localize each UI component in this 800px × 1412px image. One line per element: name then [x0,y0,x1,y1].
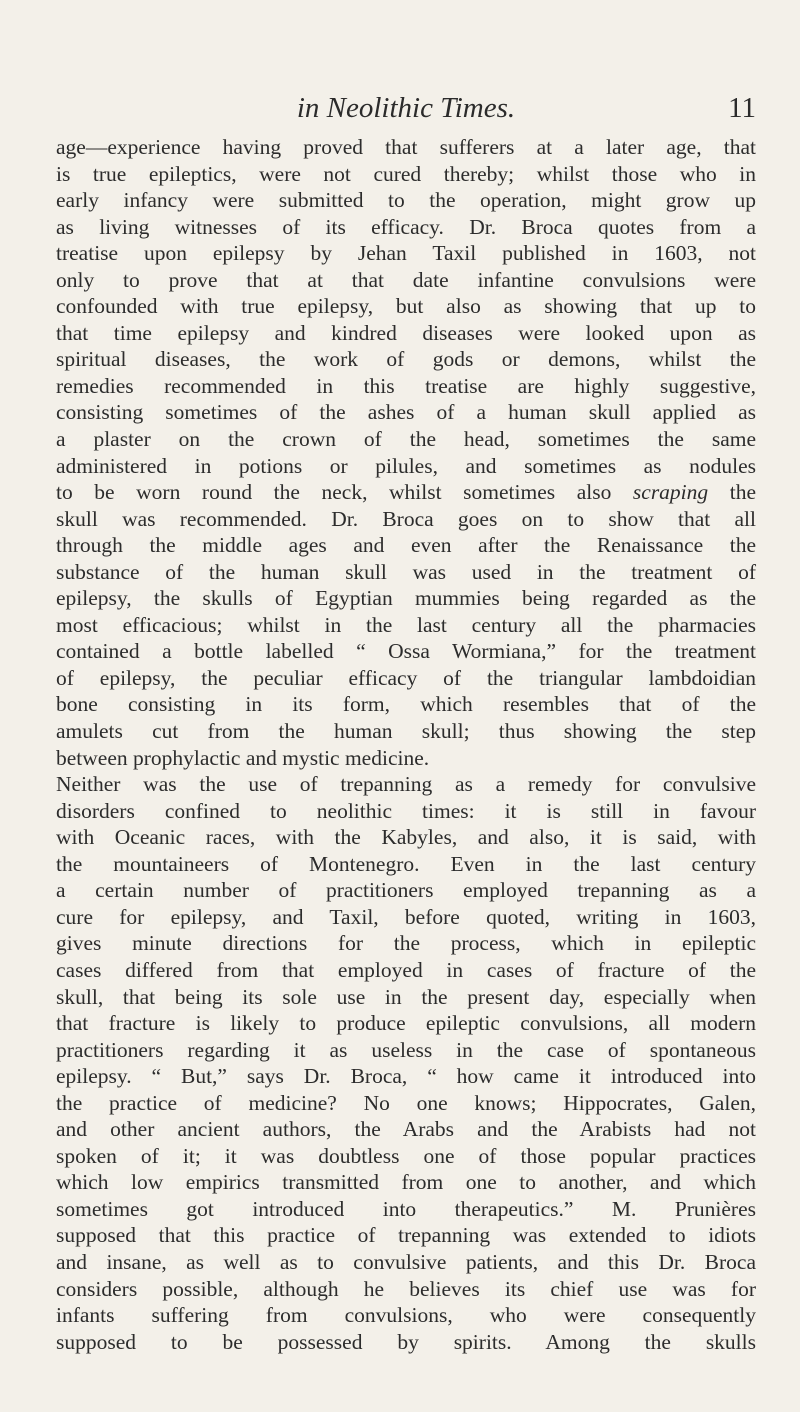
text-line: that fracture is likely to produce epileptic convulsions, all modern [56,1011,756,1036]
running-title: in Neolithic Times. [296,92,516,124]
text-line: cases differed from that employed in cases of fracture of the [56,957,756,982]
text-line: only to prove that at that date infantine convulsions were [56,267,756,292]
text-line: between prophylactic and mystic medicine. [56,745,430,770]
text-line: amulets cut from the human skull; thus showing the step [56,719,756,744]
text-line: supposed to be possessed by spirits. Among the skulls [56,1329,756,1354]
text-line: supposed that this practice of trepanning was extended to idiots [56,1223,756,1248]
text-line: substance of the human skull was used in the treatment of [56,559,756,584]
text-line: epilepsy. “ But,” says Dr. Broca, “ how came it introduced into [56,1064,756,1089]
text-line-end: the [708,480,756,505]
text-line: gives minute directions for the process, which in epileptic [56,931,756,956]
text-line-with-emphasis [56,479,756,506]
text-line: spoken of it; it was doubtless one of those popular practices [56,1143,756,1168]
text-line: a plaster on the crown of the head, sometimes the same [56,427,756,452]
running-head [56,88,756,128]
text-line: most efficacious; whilst in the last century all the pharmacies [56,612,756,637]
text-line: contained a bottle labelled “ Ossa Wormiana,” for the treatment [56,639,756,664]
text-line: administered in potions or pilules, and sometimes as nodules [56,453,756,478]
text-line: early infancy were submitted to the operation, might grow up [56,188,756,213]
text-line: remedies recommended in this treatise are highly suggestive, [56,373,756,398]
text-line: bone consisting in its form, which resembles that of the [56,692,756,717]
text-line: Neither was the use of trepanning as a remedy for convulsive [56,772,756,797]
text-line: considers possible, although he believes its chief use was for [56,1276,756,1301]
text-line: with Oceanic races, with the Kabyles, and also, it is said, with [56,825,756,850]
text-line: skull, that being its sole use in the present day, especially when [56,984,756,1009]
text-line: that time epilepsy and kindred diseases were looked upon as [56,320,756,345]
text-line: and other ancient authors, the Arabs and the Arabists had not [56,1117,756,1142]
text-line: a certain number of practitioners employed trepanning as a [56,878,756,903]
text-line-start: to be worn round the neck, whilst sometimes also [56,480,612,505]
text-line: spiritual diseases, the work of gods or demons, whilst the [56,347,756,372]
text-line: as living witnesses of its efficacy. Dr. Broca quotes from a [56,214,756,239]
text-line: cure for epilepsy, and Taxil, before quoted, writing in 1603, [56,904,756,929]
body-text [56,134,756,1355]
text-line: of epilepsy, the peculiar efficacy of the triangular lambdoidian [56,665,756,690]
text-line: consisting sometimes of the ashes of a human skull applied as [56,400,756,425]
text-line: which low empirics transmitted from one to another, and which [56,1170,756,1195]
text-line: sometimes got introduced into therapeutics.” M. Prunières [56,1196,756,1221]
text-line: the mountaineers of Montenegro. Even in the last century [56,851,756,876]
text-line: and insane, as well as to convulsive patients, and this Dr. Broca [56,1249,756,1274]
text-line: practitioners regarding it as useless in the case of spontaneous [56,1037,756,1062]
text-line: epilepsy, the skulls of Egyptian mummies being regarded as the [56,586,756,611]
text-line: confounded with true epilepsy, but also as showing that up to [56,294,756,319]
text-line: age—experience having proved that sufferers at a later age, that [56,135,756,159]
text-line: the practice of medicine? No one knows; Hippocrates, Galen, [56,1090,756,1115]
text-line: is true epileptics, were not cured thereby; whilst those who in [56,161,756,186]
italic-word-scraping: scraping [632,480,709,505]
text-line: skull was recommended. Dr. Broca goes on to show that all [56,506,756,531]
text-line: disorders confined to neolithic times: it is still in favour [56,798,756,823]
text-line: through the middle ages and even after the Renaissance the [56,533,756,558]
page-number: 11 [728,92,756,124]
text-line: treatise upon epilepsy by Jehan Taxil published in 1603, not [56,241,756,266]
text-line: infants suffering from convulsions, who were consequently [56,1303,756,1328]
